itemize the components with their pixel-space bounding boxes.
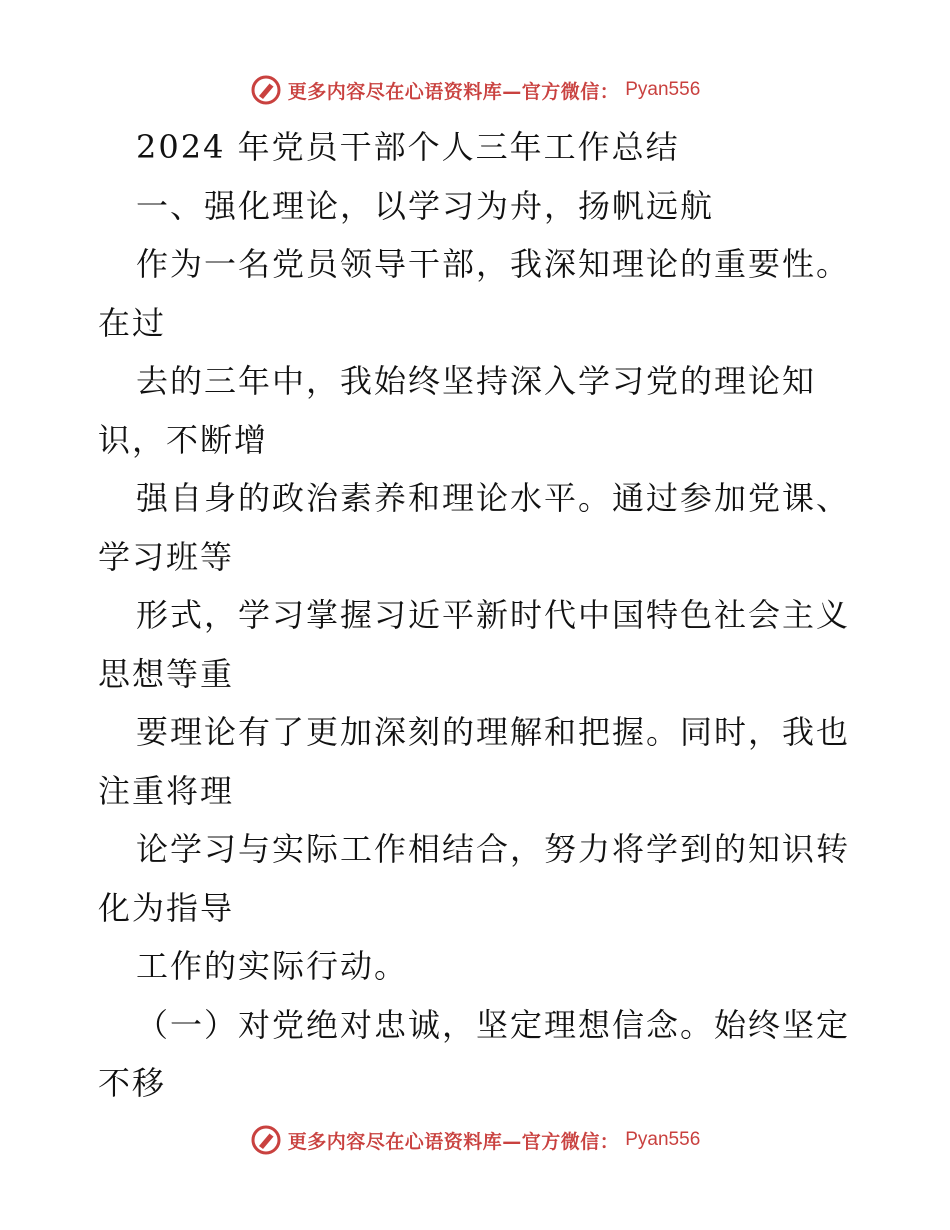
text-line: 作为一名党员领导干部，我深知理论的重要性。 xyxy=(136,245,851,283)
watermark-wechat-id: Pyan556 xyxy=(625,1129,701,1150)
text-line: 学习班等 xyxy=(98,537,235,576)
watermark-wechat-id: Pyan556 xyxy=(625,79,701,100)
brand-logo-icon xyxy=(250,74,282,106)
watermark-text: 更多内容尽在心语资料库—官方微信： xyxy=(287,80,620,103)
text-line: 要理论有了更加深刻的理解和把握。同时，我也 xyxy=(136,713,851,751)
text-line: 不移 xyxy=(98,1064,167,1102)
text-line: 形式，学习掌握习近平新时代中国特色社会主义 xyxy=(136,596,851,634)
text-line: 论学习与实际工作相结合，努力将学到的知识转 xyxy=(136,830,851,868)
footer-watermark xyxy=(0,1120,950,1160)
document-body xyxy=(98,118,858,1113)
text-line: 在过 xyxy=(98,303,167,342)
text-line: 注重将理 xyxy=(98,771,235,810)
watermark-text: 更多内容尽在心语资料库—官方微信： xyxy=(287,1130,620,1153)
header-watermark xyxy=(0,70,950,110)
document-title: 2024 年党员干部个人三年工作总结 xyxy=(136,128,680,166)
text-line: 思想等重 xyxy=(98,654,235,693)
text-line: 一、强化理论，以学习为舟，扬帆远航 xyxy=(136,186,715,225)
text-line: 工作的实际行动。 xyxy=(136,947,409,985)
text-line: 化为指导 xyxy=(98,888,235,927)
brand-logo-icon xyxy=(250,1124,282,1156)
text-line: 识，不断增 xyxy=(98,420,269,459)
text-line: （一）对党绝对忠诚，坚定理想信念。始终坚定 xyxy=(136,1005,851,1044)
text-line: 强自身的政治素养和理论水平。通过参加党课、 xyxy=(136,479,851,517)
text-line: 去的三年中，我始终坚持深入学习党的理论知 xyxy=(136,362,817,400)
